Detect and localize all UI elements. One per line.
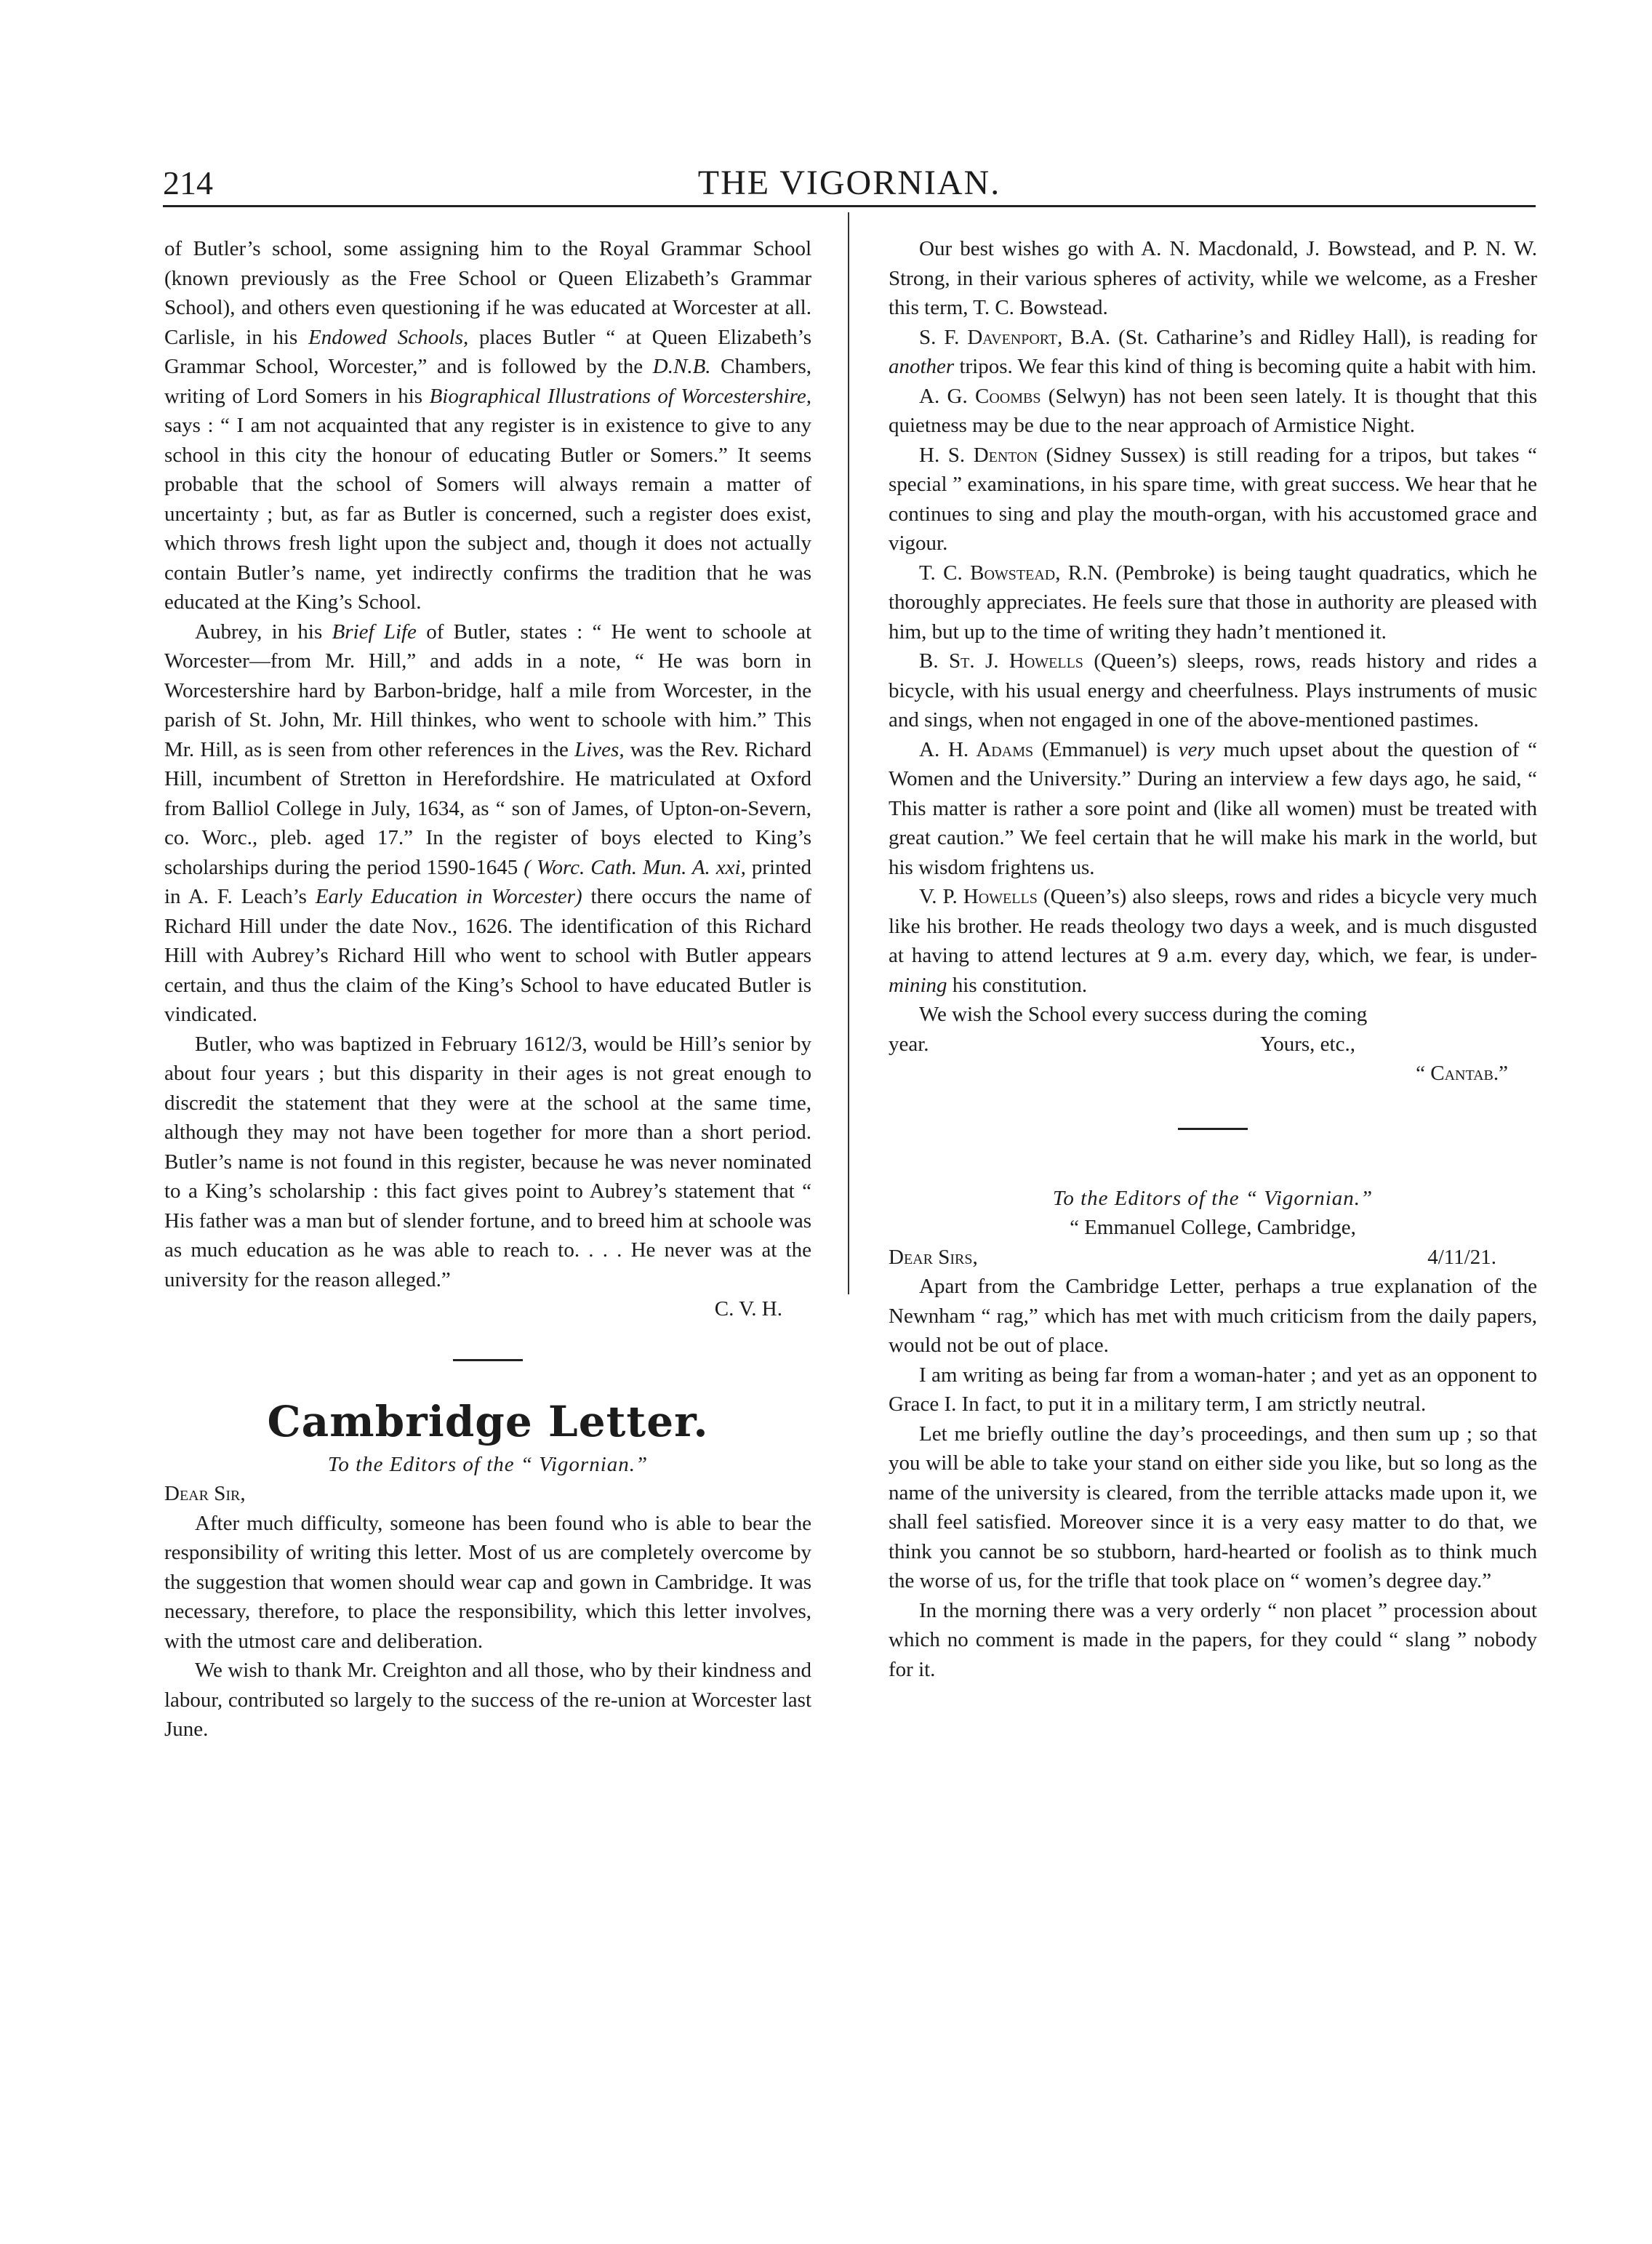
paragraph: Butler, who was baptized in February 1612/3, would be Hill’s senior by about four years ; but this disparity in their ages is not great enough to discredit the statement that they were at the school at the same time, although they may not have been together for more than a short period. Butler’s name is not found in this register, because he was never nominated to a King’s scholarship : this fact gives point to Aubrey’s statement that “ His father was a man but of slender fortune, and to breed him at schoole was as much education as he was able to reach to. . . . He never was at the university for the reason alleged.” bbox=[164, 1032, 811, 1291]
closing-year: year. bbox=[889, 1032, 929, 1056]
page-number: 214 bbox=[163, 164, 213, 201]
column-divider bbox=[848, 212, 849, 1294]
letter-date: 4/11/21. bbox=[1427, 1245, 1496, 1269]
salutation: Dear Sirs, bbox=[889, 1245, 978, 1269]
paragraph: We wish to thank Mr. Creighton and all those, who by their kindness and labour, contributed so largely to the success of the re-union at Worcester last June. bbox=[164, 1659, 811, 1741]
paragraph: We wish the School every success during the coming bbox=[919, 1003, 1368, 1026]
editors-line: To the Editors of the “ Vigornian.” bbox=[1052, 1186, 1374, 1210]
paragraph: In the morning there was a very orderly “ non placet ” procession about which no comment is made in the papers, for they could “ slang ” nobody for it. bbox=[889, 1598, 1537, 1681]
left-column bbox=[164, 234, 811, 1744]
section-heading: Cambridge Letter. bbox=[267, 1396, 709, 1446]
paragraph: H. S. Denton (Sidney Sussex) is still reading for a tripos, but takes “ special ” examinations, in his spare time, with great success. We hear that he continues to sing and play the mouth-organ, with his accustomed grace and vigour. bbox=[889, 443, 1537, 555]
salutation-row bbox=[889, 1243, 1537, 1273]
paragraph: Aubrey, in his Brief Life of Butler, states : “ He went to schoole at Worcester—from Mr. Hill,” and adds in a note, “ He was born in Worcestershire hard by Barbon-bridge, half a mile from Worcester, in the parish of St. John, Mr. Hill thinkes, who went to schoole with him.” This Mr. Hill, as is seen from other references in the Lives, was the Rev. Richard Hill, incumbent of Stretton in Herefordshire. He matriculated at Oxford from Balliol College in July, 1634, as “ son of James, of Upton-on-Severn, co. Worc., pleb. aged 17.” In the register of boys elected to King’s scholarships during the period 1590-1645 ( Worc. Cath. Mun. A. xxi, printed in A. F. Leach’s Early Education in Worcester) there occurs the name of Richard Hill under the date Nov., 1626. The identification of this Richard Hill with Aubrey’s Richard Hill who went to school with Butler appears certain, and thus the claim of the King’s School to have educated Butler is vindicated. bbox=[164, 620, 812, 1026]
letter-address: “ Emmanuel College, Cambridge, bbox=[1070, 1216, 1356, 1239]
page-header bbox=[163, 161, 1536, 207]
paragraph: A. G. Coombs (Selwyn) has not been seen lately. It is thought that this quietness may be due to the near approach of Armistice Night. bbox=[889, 384, 1538, 437]
paragraph: Apart from the Cambridge Letter, perhaps a true explanation of the Newnham “ rag,” which has met with much criticism from the daily papers, would not be out of place. bbox=[889, 1275, 1537, 1357]
paragraph: T. C. Bowstead, R.N. (Pembroke) is being taught quadratics, which he thoroughly appreciates. He feels sure that those in authority are pleased with him, but up to the time of writing they hadn’t mentioned it. bbox=[889, 561, 1538, 644]
paragraph: S. F. Davenport, B.A. (St. Catharine’s and Ridley Hall), is reading for another tripos. We fear this kind of thing is becoming quite a habit with him. bbox=[889, 325, 1537, 378]
signature: C. V. H. bbox=[714, 1297, 782, 1321]
signature: “ Cantab.” bbox=[1416, 1062, 1508, 1085]
paragraph: B. St. J. Howells (Queen’s) sleeps, rows, reads history and rides a bicycle, with his usual energy and cheerfulness. Plays instruments of music and sings, when not engaged in one of the above-mentioned pastimes. bbox=[889, 649, 1538, 732]
paragraph: I am writing as being far from a woman-hater ; and yet as an opponent to Grace I. In fact, to put it in a military term, I am strictly neutral. bbox=[889, 1363, 1537, 1416]
paragraph: Let me briefly outline the day’s proceedings, and then sum up ; so that you will be able to take your stand on either side you like, but so long as the name of the university is cleared, from the terrible attacks made upon it, we shall feel satisfied. Moreover since it is a very easy matter to do that, we think you cannot be so stubborn, hard-hearted or foolish as to think much the worse of us, for the trifle that took place on “ women’s degree day.” bbox=[889, 1422, 1537, 1592]
right-column bbox=[889, 234, 1537, 1684]
closing-row bbox=[889, 1030, 1537, 1059]
section-divider bbox=[453, 1359, 523, 1361]
paragraph: V. P. Howells (Queen’s) also sleeps, rows and rides a bicycle very much like his brother. He reads theology two days a week, and is much disgusted at having to attend lectures at 9 a.m. every day, which, we fear, is under- mining his constitution. bbox=[889, 885, 1538, 997]
paragraph: A. H. Adams (Emmanuel) is very much upset about the question of “ Women and the University.” During an interview a few days ago, he said, “ This matter is rather a sore point and (like all women) must be treated with great caution.” We feel certain that he will make his mark in the world, but his wisdom frightens us. bbox=[889, 737, 1538, 879]
paragraph: Our best wishes go with A. N. Macdonald, J. Bowstead, and P. N. W. Strong, in their various spheres of activity, while we welcome, as a Fresher this term, T. C. Bowstead. bbox=[889, 237, 1537, 319]
section-divider bbox=[1178, 1128, 1248, 1130]
paragraph: of Butler’s school, some assigning him to the Royal Grammar School (known previously as the Free School or Queen Elizabeth’s Grammar School), and others even questioning if he was educated at Worcester at all. Carlisle, in his Endowed Schools, places Butler “ at Queen Elizabeth’s Grammar School, Worcester,” and is followed by the D.N.B. Chambers, writing of Lord Somers in his Biographical Illustrations of Worcestershire, says : “ I am not acquainted that any register is in existence to give to any school in this city the honour of educating Butler or Somers.” It seems probable that the school of Somers will always remain a matter of uncertainty ; but, as far as Butler is concerned, such a register does exist, which throws fresh light upon the subject and, though it does not actually contain Butler’s name, yet indirectly confirms the tradition that he was educated at the King’s School. bbox=[164, 237, 812, 614]
closing-yours: Yours, etc., bbox=[1260, 1032, 1355, 1056]
salutation: Dear Sir, bbox=[164, 1482, 246, 1505]
paragraph: After much difficulty, someone has been found who is able to bear the responsibility of writing this letter. Most of us are completely overcome by the suggestion that women should wear cap and gown in Cambridge. It was necessary, therefore, to place the responsibility, which this letter involves, with the utmost care and deliberation. bbox=[164, 1511, 811, 1653]
editors-line: To the Editors of the “ Vigornian.” bbox=[327, 1452, 649, 1476]
journal-title: THE VIGORNIAN. bbox=[697, 164, 1001, 202]
